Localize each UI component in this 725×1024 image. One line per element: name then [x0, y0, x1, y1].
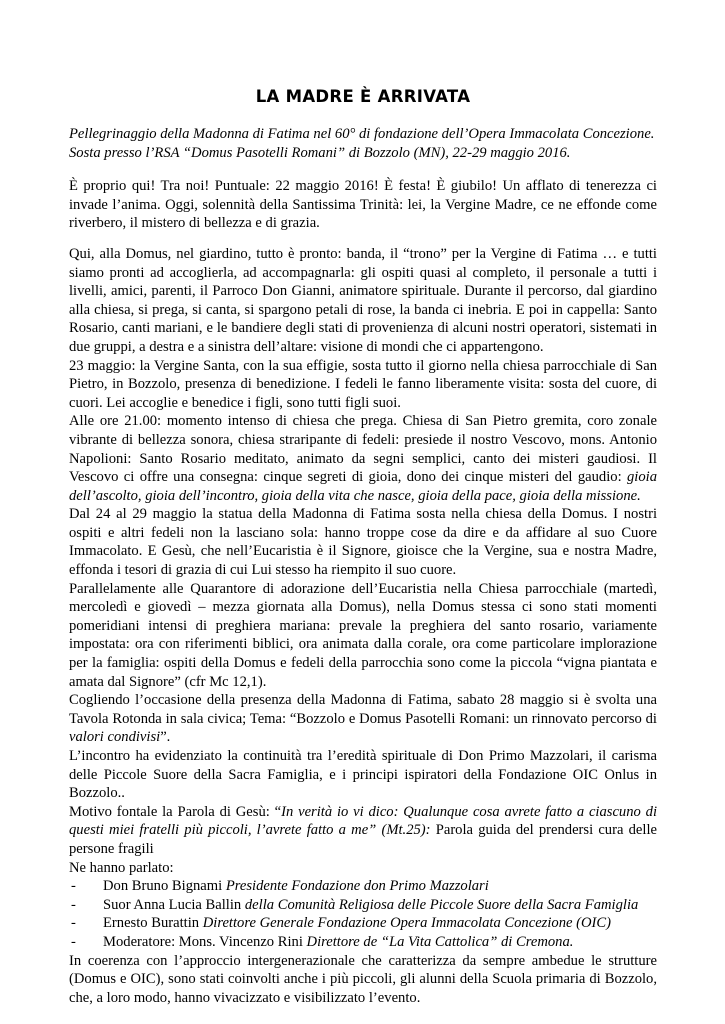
speaker-item [69, 933, 657, 952]
paragraph-gospel-quote: In verità io vi dico: Qualunque cosa avrete fatto a ciascuno di questi miei fratelli più piccoli, l’avrete fatto a me” (Mt.25): [69, 803, 657, 839]
speaker-role: Direttore de “La Vita Cattolica” di Cremona. [306, 933, 574, 950]
paragraph-round-table-text: Cogliendo l’occasione della presenza della Madonna di Fatima, sabato 28 maggio si è svolta una Tavola Rotonda in sala civica; Tema: “Bozzolo e Domus Pasotelli Romani: un rinnovato percorso di [69, 692, 657, 727]
paragraph-gospel-text: Motivo fontale la Parola di Gesù: “ [69, 803, 282, 820]
paragraph-gospel [69, 803, 657, 859]
paragraph-round-table-end: ”. [160, 729, 171, 746]
paragraph-evening-italic: gioia dell’ascolto, gioia dell’incontro, gioia della vita che nasce, gioia della pace, gioia della missione. [69, 469, 657, 504]
paragraph-round-table [69, 691, 657, 747]
speaker-item [69, 896, 657, 915]
paragraph-may-24-29: Dal 24 al 29 maggio la statua della Madonna di Fatima sosta nella chiesa della Domus. I nostri ospiti e altri fedeli non la lasciano sola: hanno troppe cose da dire e da affidare al suo Cuore Immacolato. E Gesù, che nell’Eucaristia è il Signore, gioisce che la Vergine, sua e nostra Madre, effonda i tesori di grazia di cui Lui stesso ha riempito il suo cuore. [69, 506, 657, 579]
list-dash: - [71, 915, 76, 932]
speaker-role: Direttore Generale Fondazione Opera Immacolata Concezione (OIC) [202, 915, 611, 932]
paragraph-evening [69, 412, 657, 505]
speaker-item [69, 914, 657, 933]
speaker-name: Moderatore: Mons. Vincenzo Rini [103, 933, 307, 950]
paragraph-evening-text: Alle ore 21.00: momento intenso di chiesa che prega. Chiesa di San Pietro gremita, coro zonale vibrante di bellezza sonora, chiesa straripante di fedeli: presiede il nostro Vescovo, mons. Antonio Napolioni: Santo Rosario meditato, animato da segni semplici, canto dei misteri gaudiosi. Il Vescovo ci offre una consegna: cinque segreti di gioia, dono dei cinque misteri del gaudio: [69, 413, 657, 486]
paragraph-garden: Qui, alla Domus, nel giardino, tutto è pronto: banda, il “trono” per la Vergine di Fatima … e tutti siamo pronti ad accoglierla, ad accompagnarla: gli ospiti quasi al completo, il personale a tutti i livelli, amici, parenti, il Parroco Don Gianni, animatore spirituale. Durante il percorso, dal giardino alla chiesa, si prega, si canta, si spargono petali di rose, la banda ci inebria. E poi in cappella: Santo Rosario, canti mariani, e le bandiere degli stati di provenienza di alcuni nostri operatori, sistemati in due gruppi, a destra e a sinistra dell’altare: visione di mondi che ci appartengono. [69, 245, 657, 355]
paragraph-intro: È proprio qui! Tra noi! Puntuale: 22 maggio 2016! È festa! È giubilo! Un afflato di tenerezza ci invade l’anima. Oggi, solennità della Santissima Trinità: lei, la Vergine Madre, ce ne effonde come riverbero, il mistero di bellezza e di grazia. [69, 178, 657, 232]
speaker-role: Presidente Fondazione don Primo Mazzolari [225, 878, 489, 895]
paragraph-meeting: L’incontro ha evidenziato la continuità tra l’eredità spirituale di Don Primo Mazzolari, il carisma delle Piccole Suore della Sacra Famiglia, e i principi ispiratori della Fondazione OIC Onlus in Bozzolo.. [69, 748, 657, 802]
speakers-list [69, 877, 657, 951]
paragraph-speakers-intro: Ne hanno parlato: [69, 859, 174, 876]
speaker-name: Ernesto Burattin [103, 915, 203, 932]
list-dash: - [71, 878, 76, 895]
speaker-role: della Comunità Religiosa delle Piccole Suore della Sacra Famiglia [244, 896, 639, 913]
paragraph-conclusion: In coerenza con l’approccio intergenerazionale che caratterizza da sempre ambedue le strutture (Domus e OIC), sono stati coinvolti anche i più piccoli, gli alunni della Scuola primaria di Bozzolo, che, a loro modo, hanno vivacizzato e visibilizzato l’evento. [69, 952, 657, 1006]
paragraph-gospel-end: Parola guida del prendersi cura delle persone fragili [69, 822, 657, 857]
paragraph-may-23: 23 maggio: la Vergine Santa, con la sua effigie, sosta tutto il giorno nella chiesa parrocchiale di San Pietro, in Bozzolo, presenza di benedizione. I fedeli le fanno liberamente visita: sosta del cuore, di cuori. Lei accoglie e benedice i figli, sono tutti figli suoi. [69, 357, 657, 411]
speaker-name: Don Bruno Bignami [103, 878, 226, 895]
list-dash: - [71, 933, 76, 950]
document-title: LA MADRE È ARRIVATA [255, 87, 471, 106]
speaker-name: Suor Anna Lucia Ballin [103, 896, 245, 913]
paragraph-quarantore: Parallelamente alle Quarantore di adorazione dell’Eucaristia nella Chiesa parrocchiale (martedì, mercoledì e giovedì – mezza giornata alla Domus), nella Domus stessa ci sono stati momenti pomeridiani intensi di preghiera mariana: prevale la preghiera del santo rosario, variamente impostata: ora con riferimenti biblici, ora animata dalla corale, ora come particolare implorazione per la famiglia: ospiti della Domus e fedeli della parrocchia sono come la piccola “vigna piantata e amata dal Signore” (cfr Mc 12,1). [69, 580, 657, 690]
speaker-item [69, 877, 657, 896]
document-subtitle: Pellegrinaggio della Madonna di Fatima nel 60° di fondazione dell’Opera Immacolata Concezione. Sosta presso l’RSA “Domus Pasotelli Romani” di Bozzolo (MN), 22-29 maggio 2016. [69, 126, 655, 161]
paragraph-round-table-italic: valori condivisi [69, 729, 161, 746]
list-dash: - [71, 896, 76, 913]
